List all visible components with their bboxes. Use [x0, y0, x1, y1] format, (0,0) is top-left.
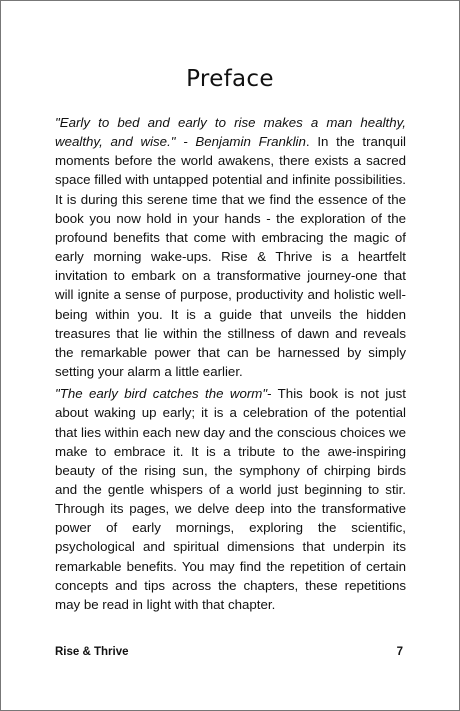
footer-page-number: 7 [396, 646, 403, 658]
early-bird-quote: "The early bird catches the worm" [55, 386, 268, 402]
preface-body [55, 113, 406, 617]
paragraph-1-text: . In the tranquil moments before the world awakens, there exists a sacred space filled with untapped potential and infinite possibilities. It is during this serene time that we find the essence of the book you now hold in your hands - the exploration of the profound benefits that come with embracing the magic of early morning wake-ups. Rise & Thrive is a heartfelt invitation to embark on a transformative journey-one that will ignite a sense of purpose, productivity and holistic well-being within you. It is a guide that unveils the hidden treasures that lie within the stillness of dawn and reveals the remarkable power that can be harnessed by simply setting your alarm a little earlier. [55, 134, 406, 380]
footer-book-title: Rise & Thrive [55, 646, 129, 658]
paragraph-2 [55, 384, 406, 614]
page-title: Preface [186, 66, 274, 92]
paragraph-2-text: - This book is not just about waking up early; it is a celebration of the potential that lies within each new day and the conscious choices we make to embrace it. It is a tribute to the awe-inspiring beauty of the rising sun, the symphony of chirping birds and the gentle whispers of a world just beginning to stir. Through its pages, we delve deep into the transformative power of early mornings, exploring the scientific, psychological and spiritual dimensions that underpin its remarkable benefits. You may find the repetition of certain concepts and tips across the chapters, these repetitions may be read in light with that chapter. [55, 386, 406, 612]
paragraph-1 [55, 113, 406, 381]
franklin-quote: "Early to bed and early to rise makes a man healthy, wealthy, and wise." - Benjamin Franklin [55, 115, 406, 150]
